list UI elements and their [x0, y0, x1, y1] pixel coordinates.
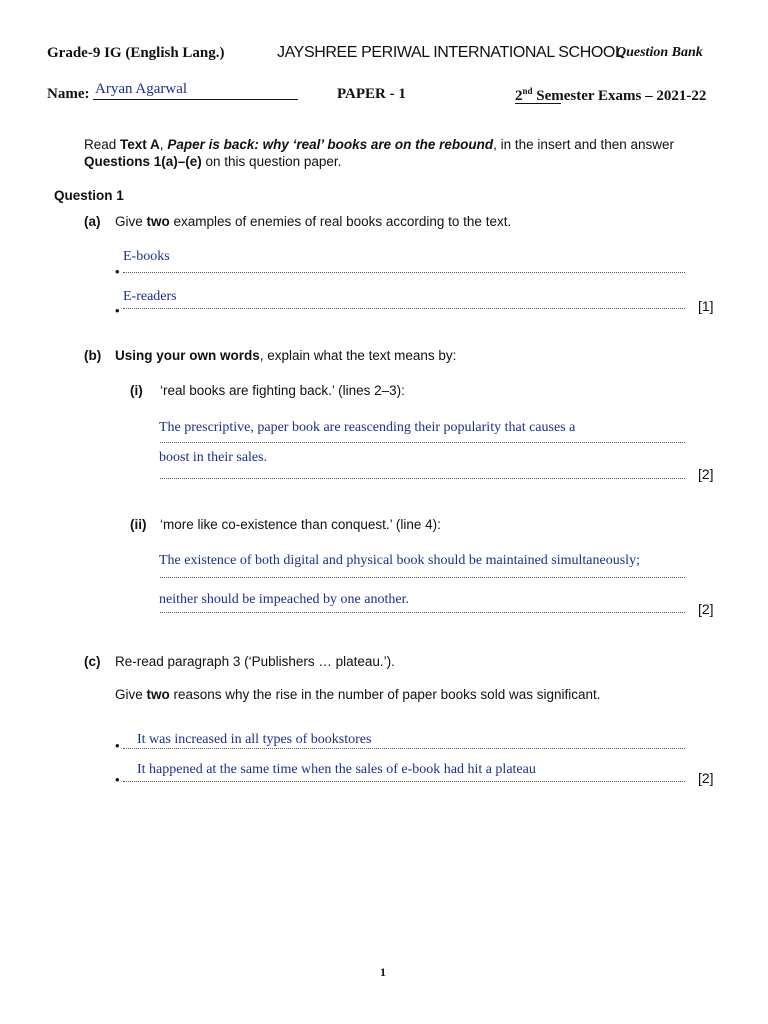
qb-ii-answer-line-1 — [160, 577, 685, 578]
qc-give-text: Give two reasons why the rise in the number of paper books sold was significant. — [115, 687, 601, 702]
qa-mark: [1] — [698, 298, 714, 314]
name-underline — [93, 99, 298, 100]
question-title: Question 1 — [54, 188, 124, 203]
intro-line-2: Questions 1(a)–(e) on this question paper. — [84, 154, 342, 169]
qc-answer-line-2 — [123, 781, 685, 782]
name-label: Name: — [47, 86, 90, 102]
qa-answer-line-2 — [123, 308, 685, 309]
student-name: Aryan Agarwal — [95, 81, 188, 97]
qb-i-mark: [2] — [698, 466, 714, 482]
qb-i-answer-line-1 — [160, 442, 685, 443]
qb-ii-answer-2: neither should be impeached by one another. — [159, 592, 409, 607]
qc-mark: [2] — [698, 770, 714, 786]
grade-label: Grade-9 IG (English Lang.) — [47, 45, 225, 61]
qa-answer-2: E-readers — [123, 289, 177, 304]
qa-answer-line-1 — [123, 272, 685, 273]
qb-i-answer-2: boost in their sales. — [159, 450, 268, 465]
page-number: 1 — [380, 965, 386, 979]
qc-answer-1: It was increased in all types of bookstores — [137, 732, 372, 747]
qb-text: Using your own words, explain what the text means by: — [115, 348, 457, 363]
qc-label: (c) — [84, 654, 101, 669]
qb-ii-label: (ii) — [130, 517, 147, 532]
school-name: JAYSHREE PERIWAL INTERNATIONAL SCHOOL — [277, 44, 624, 61]
qb-i-answer-1: The prescriptive, paper book are reascending their popularity that causes a — [159, 420, 576, 435]
qb-label: (b) — [84, 348, 102, 363]
paper-label: PAPER - 1 — [337, 86, 406, 102]
qa-text: Give two examples of enemies of real books according to the text. — [115, 214, 512, 229]
qa-bullet-2: • — [115, 303, 120, 318]
qb-i-text: ‘real books are fighting back.’ (lines 2–3): — [160, 383, 405, 398]
qa-label: (a) — [84, 214, 101, 229]
qc-bullet-2: • — [115, 772, 120, 787]
qa-bullet-1: • — [115, 264, 120, 279]
question-bank-label: Question Bank — [616, 45, 703, 60]
qc-answer-line-1 — [123, 748, 685, 749]
qb-ii-answer-1: The existence of both digital and physical book should be maintained simultaneously; — [159, 553, 640, 568]
qb-i-answer-line-2 — [160, 478, 685, 479]
qc-text: Re-read paragraph 3 (‘Publishers … plateau.’). — [115, 654, 395, 669]
qb-ii-answer-line-2 — [160, 612, 685, 613]
qa-answer-1: E-books — [123, 249, 170, 264]
qc-answer-2: It happened at the same time when the sales of e-book had hit a plateau — [137, 762, 536, 777]
qb-ii-mark: [2] — [698, 601, 714, 617]
semester-underline — [515, 103, 561, 104]
qb-ii-text: ‘more like co-existence than conquest.’ (line 4): — [160, 517, 441, 532]
qc-bullet-1: • — [115, 738, 120, 753]
semester-label: 2nd Semester Exams – 2021-22 — [515, 86, 707, 104]
qb-i-label: (i) — [130, 383, 143, 398]
intro-line-1: Read Text A, Paper is back: why ‘real’ books are on the rebound, in the insert and then answer — [84, 137, 675, 152]
